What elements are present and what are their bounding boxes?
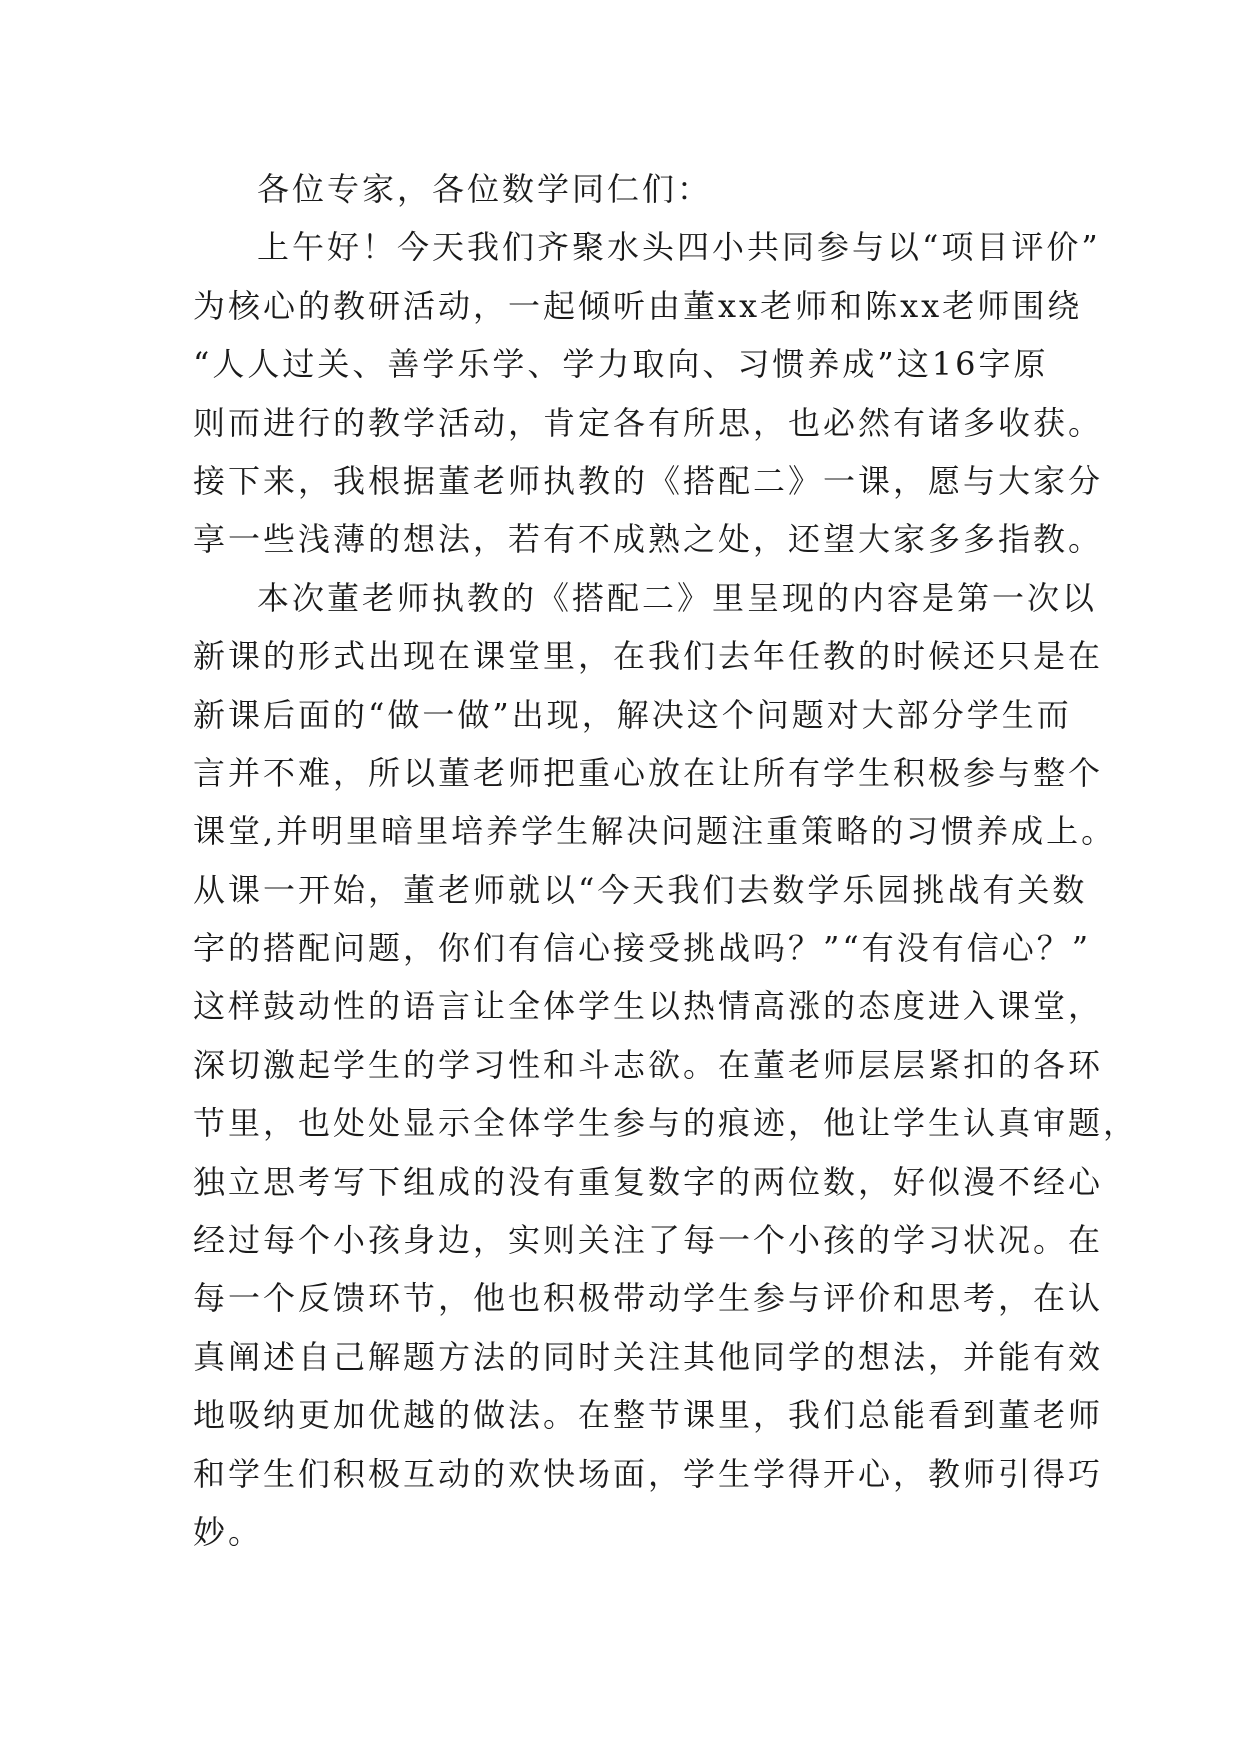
paragraph-line: 言并不难，所以董老师把重心放在让所有学生积极参与整个 <box>193 753 1104 792</box>
paragraph-line: 上午好！今天我们齐聚水头四小共同参与以“项目评价” <box>257 228 1101 267</box>
paragraph-line: “人人过关、善学乐学、学力取向、习惯养成”这16字原 <box>193 345 1049 384</box>
paragraph-line: 字的搭配问题，你们有信心接受挑战吗？”“有没有信心？” <box>193 929 1092 968</box>
paragraph-line: 经过每个小孩身边，实则关注了每一个小孩的学习状况。在 <box>193 1221 1104 1260</box>
paragraph-line: 每一个反馈环节，他也积极带动学生参与评价和思考，在认 <box>193 1279 1104 1318</box>
paragraph-line: 本次董老师执教的《搭配二》里呈现的内容是第一次以 <box>257 578 1098 617</box>
paragraph-line: 为核心的教研活动，一起倾听由董xx老师和陈xx老师围绕 <box>193 286 1083 325</box>
paragraph-line: 新课的形式出现在课堂里，在我们去年任教的时候还只是在 <box>193 637 1104 676</box>
document-body <box>193 160 1139 1561</box>
paragraph-line: 则而进行的教学活动，肯定各有所思，也必然有诸多收获。 <box>193 403 1104 442</box>
paragraph-line: 节里，也处处显示全体学生参与的痕迹，他让学生认真审题， <box>193 1104 1139 1143</box>
paragraph-line: 深切激起学生的学习性和斗志欲。在董老师层层紧扣的各环 <box>193 1045 1104 1084</box>
paragraph-line: 妙。 <box>193 1512 264 1551</box>
paragraph-line: 新课后面的“做一做”出现，解决这个问题对大部分学生而 <box>193 695 1072 734</box>
paragraph-line: 真阐述自己解题方法的同时关注其他同学的想法，并能有效 <box>193 1337 1104 1376</box>
salutation-line: 各位专家，各位数学同仁们： <box>257 170 713 208</box>
paragraph-line: 课堂,并明里暗里培养学生解决问题注重策略的习惯养成上。 <box>193 812 1117 851</box>
paragraph-line: 享一些浅薄的想法，若有不成熟之处，还望大家多多指教。 <box>193 520 1104 559</box>
paragraph-line: 这样鼓动性的语言让全体学生以热情高涨的态度进入课堂， <box>193 987 1104 1026</box>
paragraph-line: 地吸纳更加优越的做法。在整节课里，我们总能看到董老师 <box>193 1396 1104 1435</box>
paragraph-line: 和学生们积极互动的欢快场面，学生学得开心，教师引得巧 <box>193 1454 1104 1493</box>
paragraph-line: 独立思考写下组成的没有重复数字的两位数，好似漫不经心 <box>193 1162 1104 1201</box>
paragraph-line: 接下来，我根据董老师执教的《搭配二》一课，愿与大家分 <box>193 461 1104 500</box>
paragraph-line: 从课一开始，董老师就以“今天我们去数学乐园挑战有关数 <box>193 870 1088 909</box>
